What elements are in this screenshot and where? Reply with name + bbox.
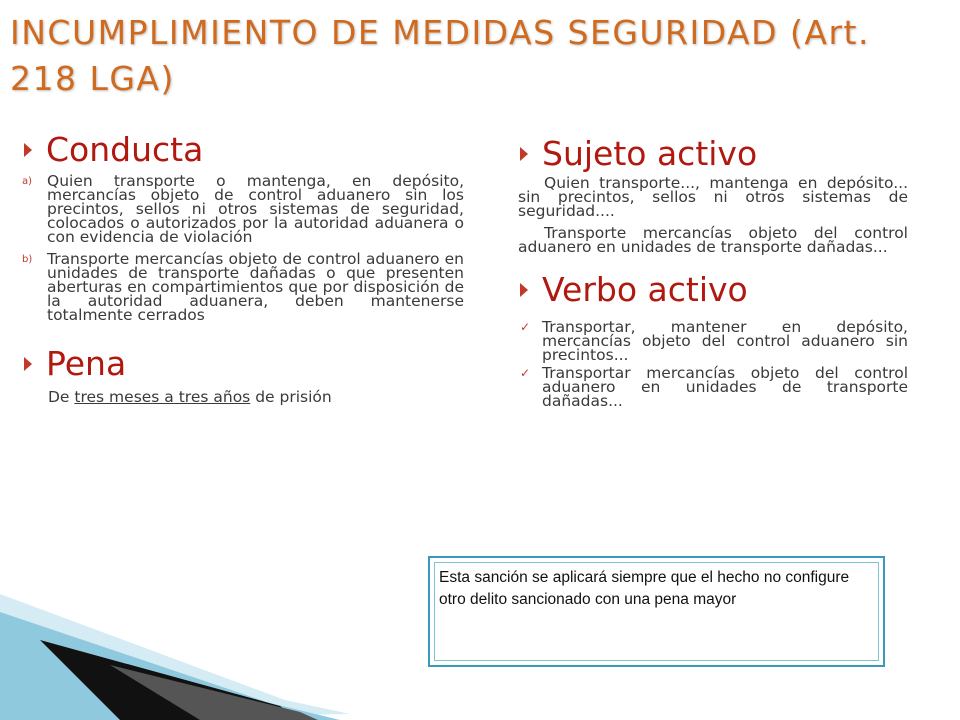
slide-title: INCUMPLIMIENTO DE MEDIDAS SEGURIDAD (Art. 218 LGA) — [10, 13, 870, 98]
right-column — [518, 134, 908, 408]
pena-emphasis: tres meses a tres años — [74, 388, 251, 406]
callout-box — [428, 556, 885, 667]
conducta-list — [22, 174, 464, 322]
sujeto-paragraph: Transporte mercancías objeto del control aduanero en unidades de transporte dañadas... — [518, 224, 908, 256]
list-item — [22, 252, 464, 322]
list-item — [518, 366, 908, 408]
list-item — [518, 320, 908, 362]
verbo-heading-text: Verbo activo — [542, 270, 748, 309]
pena-heading-text: Pena — [46, 344, 127, 383]
pena-prefix: De — [48, 388, 75, 406]
list-marker: b) — [22, 254, 33, 265]
conducta-heading — [22, 130, 464, 170]
pena-heading — [22, 344, 464, 384]
list-item-text: Transportar, mantener en depósito, mercancías objeto del control aduanero sin precintos... — [542, 318, 908, 364]
sujeto-paragraph: Quien transporte..., mantenga en depósito... sin precintos, sellos ni otros sistemas de seguridad.... — [518, 174, 908, 220]
arrow-bullet-icon — [24, 143, 32, 157]
conducta-heading-text: Conducta — [46, 130, 204, 169]
sujeto-heading — [518, 134, 908, 174]
list-marker: a) — [22, 176, 33, 187]
pena-text — [22, 390, 464, 404]
left-column — [22, 130, 464, 404]
list-item — [22, 174, 464, 244]
check-icon: ✓ — [520, 320, 531, 334]
pena-suffix: de prisión — [250, 388, 332, 406]
check-icon: ✓ — [520, 366, 531, 380]
arrow-bullet-icon — [520, 283, 528, 297]
sujeto-body — [518, 176, 908, 254]
list-item-text: Transporte mercancías objeto de control aduanero en unidades de transporte dañadas o que presenten aberturas en compartimientos que por disposición de la autoridad aduanera, deben mantenerse totalmente cerrados — [47, 250, 464, 324]
arrow-bullet-icon — [520, 147, 528, 161]
arrow-bullet-icon — [24, 357, 32, 371]
sujeto-heading-text: Sujeto activo — [542, 134, 758, 173]
callout-text: Esta sanción se aplicará siempre que el hecho no configure otro delito sancionado con una pena mayor — [439, 569, 850, 608]
list-item-text: Transportar mercancías objeto del control aduanero en unidades de transporte dañadas... — [542, 364, 908, 410]
verbo-list — [518, 320, 908, 408]
verbo-heading — [518, 270, 908, 310]
list-item-text: Quien transporte o mantenga, en depósito, mercancías objeto de control aduanero sin los precintos, sellos ni otros sistemas de seguridad, colocados o autorizados por la autoridad aduanera o con evidencia de violación — [47, 172, 464, 246]
